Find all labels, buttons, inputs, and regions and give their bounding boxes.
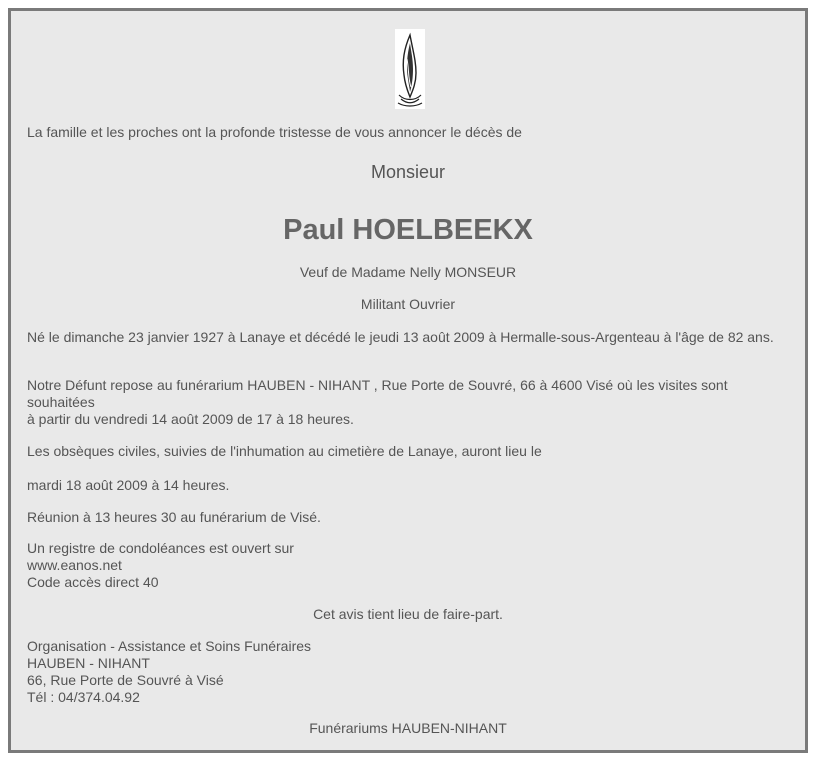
flame-icon bbox=[395, 29, 425, 109]
obituary-notice bbox=[8, 8, 808, 753]
organisation-phone: Tél : 04/374.04.92 bbox=[27, 689, 140, 705]
notice-text: Cet avis tient lieu de faire-part. bbox=[313, 606, 503, 622]
birth-death-text: Né le dimanche 23 janvier 1927 à Lanaye et décédé le jeudi 13 août 2009 à Hermalle-sous-Argenteau à l'âge de 82 ans. bbox=[27, 329, 774, 345]
meeting-text: Réunion à 13 heures 30 au funérarium de Visé. bbox=[27, 509, 321, 525]
funeral-date: mardi 18 août 2009 à 14 heures. bbox=[27, 477, 230, 493]
organisation-line-3: 66, Rue Porte de Souvré à Visé bbox=[27, 672, 224, 688]
repose-line-2: à partir du vendredi 14 août 2009 de 17 à 18 heures. bbox=[27, 411, 354, 427]
repose-paragraph bbox=[27, 377, 787, 428]
registry-url[interactable]: www.eanos.net bbox=[27, 557, 122, 573]
organisation-block bbox=[27, 638, 787, 706]
intro-text: La famille et les proches ont la profonde tristesse de vous annoncer le décès de bbox=[27, 124, 522, 140]
honorific: Monsieur bbox=[370, 162, 446, 182]
footer-text: Funérariums HAUBEN-NIHANT bbox=[309, 720, 507, 736]
organisation-line-2: HAUBEN - NIHANT bbox=[27, 655, 150, 671]
registry-code: Code accès direct 40 bbox=[27, 574, 159, 590]
repose-line-1: Notre Défunt repose au funérarium HAUBEN - NIHANT , Rue Porte de Souvré, 66 à 4600 Visé où les visites sont souhaitées bbox=[27, 377, 728, 410]
funeral-text: Les obsèques civiles, suivies de l'inhumation au cimetière de Lanaye, auront lieu le bbox=[27, 443, 542, 459]
occupation-text: Militant Ouvrier bbox=[360, 296, 456, 312]
registry-line: Un registre de condoléances est ouvert sur bbox=[27, 540, 294, 556]
registry-block bbox=[27, 540, 787, 591]
spouse-text: Veuf de Madame Nelly MONSEUR bbox=[299, 264, 517, 280]
deceased-name: Paul HOELBEEKX bbox=[283, 214, 533, 246]
organisation-line-1: Organisation - Assistance et Soins Funéraires bbox=[27, 638, 312, 654]
